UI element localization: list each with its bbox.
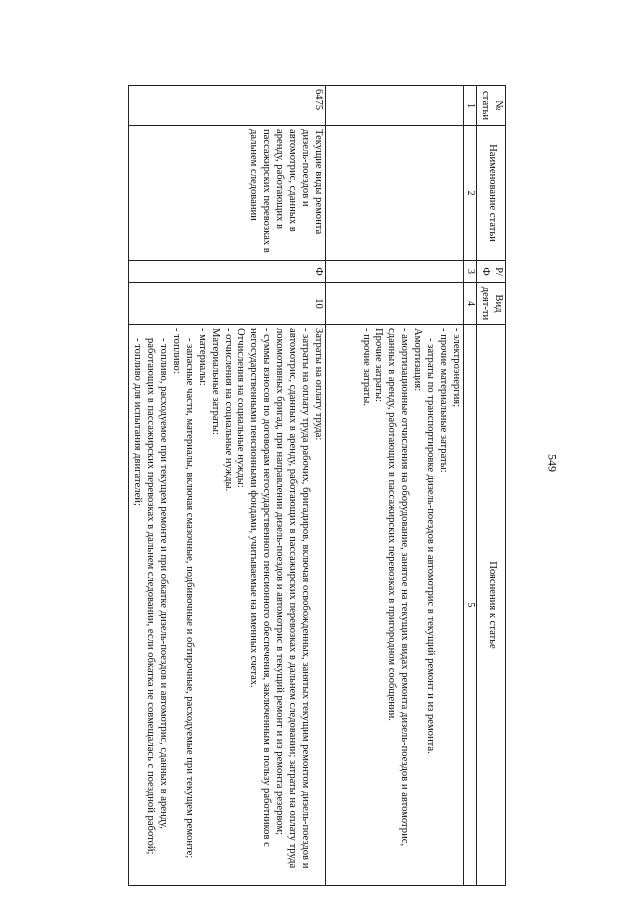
- column-number: 4: [463, 283, 476, 325]
- rotated-table-wrapper: [86, 85, 506, 885]
- explanation-line: Отчисления на социальные нужды:: [235, 328, 247, 488]
- item-rf: Ф: [129, 261, 326, 283]
- explanation-line: - прочие затраты.: [360, 328, 372, 407]
- item-activity: [325, 283, 463, 325]
- explanation-line: Затраты на оплату труда:: [312, 328, 324, 441]
- item-explanation: [325, 325, 463, 886]
- item-number: [325, 86, 463, 126]
- column-number: 1: [463, 86, 476, 126]
- explanation-line: - прочие материальные затраты:: [438, 328, 450, 473]
- header-explanation: Пояснения к статье: [477, 325, 506, 886]
- table-row: [129, 86, 326, 886]
- explanation-line: - затраты по транспортировке дизель-поездов и автомотрис в текущий ремонт и из ремонта.: [425, 338, 437, 754]
- explanation-line: - топливо для испытания двигателей;: [132, 338, 144, 506]
- header-activity: Вид деят-ти: [477, 283, 506, 325]
- explanation-line: - амортизационные отчисления на оборудование, занятое на текущих видах ремонта дизель-поездов и автомотрис, сданных в аренду, работающих в пассажирских перевозках в пригородном сообщении.: [386, 328, 411, 847]
- column-number-row: [463, 86, 476, 886]
- item-explanation: [129, 325, 326, 886]
- page-number: 549: [545, 454, 560, 472]
- explanation-line: Материальные затраты:: [209, 328, 221, 435]
- header-rf: Р/ Ф: [477, 261, 506, 283]
- item-number: 6475: [129, 86, 326, 126]
- column-number: 3: [463, 261, 476, 283]
- explanation-line: - материалы:: [196, 328, 208, 386]
- explanation-line: - суммы взносов по договорам негосударственного пенсионного обеспечения, заключенным в пользу работников с негосударственными пенсионными фондами, учитываемые на именных счетах.: [248, 328, 273, 847]
- column-number: 5: [463, 325, 476, 886]
- header-name: Наименование статьи: [477, 126, 506, 261]
- item-activity: 10: [129, 283, 326, 325]
- explanation-line: - электроэнергия;: [450, 328, 462, 408]
- explanation-line: Прочие затраты:: [373, 328, 385, 403]
- table-row: [325, 86, 463, 886]
- header-row: [477, 86, 506, 886]
- header-number: № статьи: [477, 86, 506, 126]
- item-name: [325, 126, 463, 261]
- explanation-line: - отчисления на социальные нужды.: [222, 328, 234, 492]
- column-number: 2: [463, 126, 476, 261]
- explanation-line: - запасные части, материалы, включая смазочные, подбивочные и обтирочные, расходуемые при текущем ремонте;: [183, 338, 195, 859]
- item-rf: [325, 261, 463, 283]
- explanation-line: - затраты на оплату труда рабочих, бригадиров, включая освобожденных, занятых текущим ремонтом дизель-поездов и автомотрис, сданных в аренду, работающих в пассажирских перевозках в дальнем следовании; затраты на оплату труда локомотивных бригад, при направлении дизель-поездов и автомотрис в текущий ремонт и из ремонта резервом;: [274, 328, 312, 869]
- cost-items-table: [128, 85, 506, 886]
- explanation-line: - топливо:: [170, 328, 182, 374]
- explanation-line: - топливо, расходуемое при текущем ремонте и при обкатке дизель-поездов и автомотрис, сданных в аренду, работающих в пассажирских перевозках в дальнем следовании, если обкатка не совмещалась с поездной работой;: [144, 338, 169, 855]
- explanation-line: Амортизация:: [412, 328, 424, 392]
- item-name: Текущие виды ремонта дизель-поездов и автомотрис, сданных в аренду, работающих в пассажирских перевозках в дальнем следовании: [129, 126, 326, 261]
